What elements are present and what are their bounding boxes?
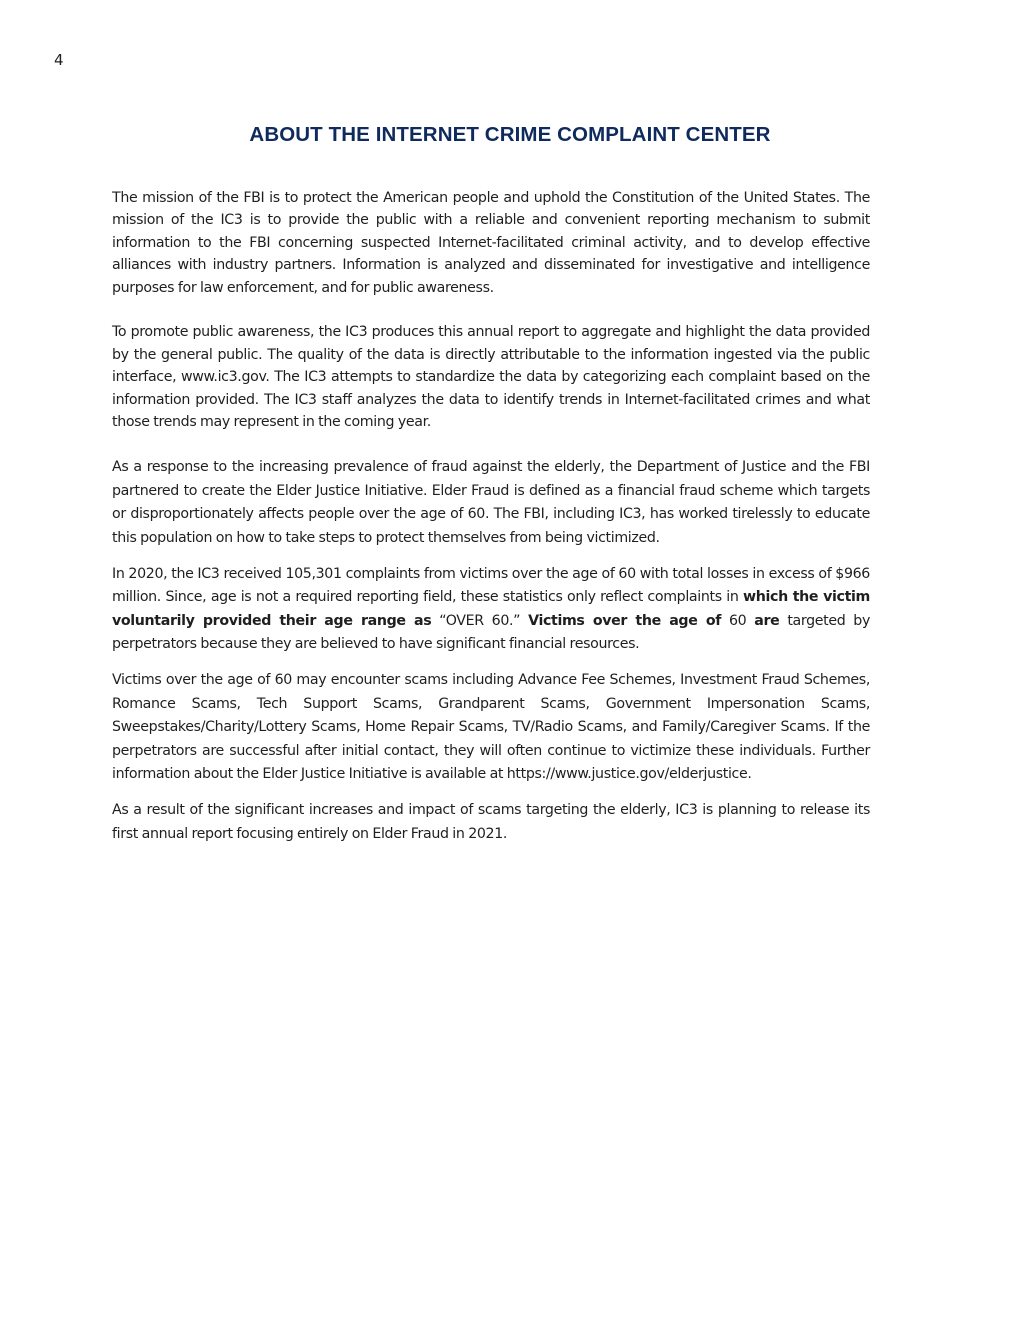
statistics-age-quote: “OVER 60.” — [431, 612, 529, 629]
statistics-text: In 2020, the IC3 received 105,301 complaints from victims over the age of 60 with total losses in excess of $966 million. Since, age is not a required reporting field, these statistics only reflect complaints in — [112, 565, 870, 606]
paragraph-2020-statistics — [112, 563, 870, 657]
statistics-bold-are: are — [754, 612, 780, 629]
statistics-age-value: 60 — [721, 612, 755, 629]
page-number: 4 — [54, 51, 64, 69]
paragraph-public-awareness: To promote public awareness, the IC3 produces this annual report to aggregate and highlight the data provided by the general public. The quality of the data is directly attributable to the information ingested via the public interface, www.ic3.gov. The IC3 attempts to standardize the data by categorizing each complaint based on the information provided. The IC3 staff analyzes the data to identify trends in Internet-facilitated crimes and what those trends may represent in the coming year. — [112, 324, 870, 431]
body-text — [112, 187, 870, 846]
statistics-text-end: targeted by perpetrators because they are believed to have significant financial resources. — [112, 612, 870, 653]
page-title: ABOUT THE INTERNET CRIME COMPLAINT CENTER — [249, 123, 771, 146]
paragraph-elder-justice: As a response to the increasing prevalence of fraud against the elderly, the Department of Justice and the FBI partnered to create the Elder Justice Initiative. Elder Fraud is defined as a financial fraud scheme which targets or disproportionately affects people over the age of 60. The FBI, including IC3, has worked tirelessly to educate this population on how to take steps to protect themselves from being victimized. — [112, 459, 870, 546]
statistics-bold-text: which the victim voluntarily provided their age range as — [112, 589, 870, 629]
paragraph-mission: The mission of the FBI is to protect the American people and uphold the Constitution of the United States. The mission of the IC3 is to provide the public with a reliable and convenient reporting mechanism to submit information to the FBI concerning suspected Internet-facilitated criminal activity, and to develop effective alliances with industry partners. Information is analyzed and disseminated for investigative and intelligence purposes for law enforcement, and for public awareness. — [112, 190, 870, 296]
statistics-bold-victims: Victims over the age of — [528, 612, 722, 629]
paragraph-elder-fraud-report: As a result of the significant increases and impact of scams targeting the elderly, IC3 is planning to release its first annual report focusing entirely on Elder Fraud in 2021. — [112, 802, 870, 842]
paragraph-scam-types: Victims over the age of 60 may encounter scams including Advance Fee Schemes, Investment Fraud Schemes, Romance Scams, Tech Support Scams, Grandparent Scams, Government Impersonation Scams, Sweepstakes/Charity/Lottery Scams, Home Repair Scams, TV/Radio Scams, and Family/Caregiver Scams. If the perpetrators are successful after initial contact, they will often continue to victimize these individuals. Further information about the Elder Justice Initiative is available at https://www.justice.gov/elderjustice. — [112, 672, 870, 783]
